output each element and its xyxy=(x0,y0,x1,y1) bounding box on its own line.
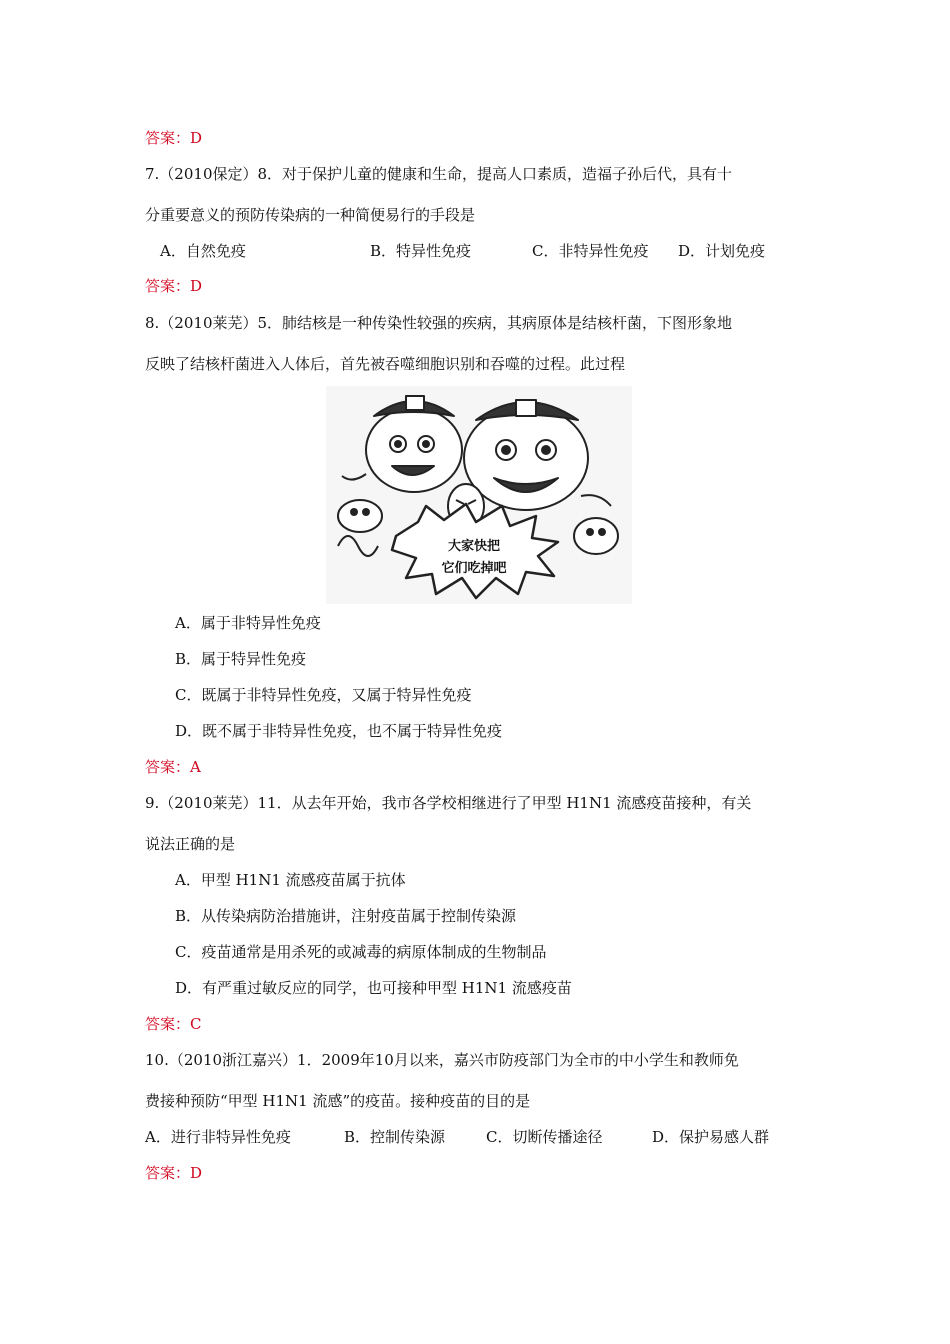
q7-stem-line1: 7.（2010保定）8．对于保护儿童的健康和生命，提高人口素质，造福子孙后代，具有十 xyxy=(145,165,733,183)
q9-option-b: B．从传染病防治措施讲，注射疫苗属于控制传染源 xyxy=(175,907,517,925)
q9-option-c: C．疫苗通常是用杀死的或减毒的病原体制成的生物制品 xyxy=(175,943,547,961)
q10-answer: 答案：D xyxy=(145,1164,203,1182)
q8-option-c: C．既属于非特异性免疫，又属于特异性免疫 xyxy=(175,686,472,704)
q7-stem-line2: 分重要意义的预防传染病的一种简便易行的手段是 xyxy=(145,206,476,224)
q7-options xyxy=(0,241,950,261)
figure-caption-line2: 它们吃掉吧 xyxy=(441,561,507,576)
q7-option-c: C．非特异性免疫 xyxy=(532,242,649,260)
q7-option-a: A．自然免疫 xyxy=(160,242,246,260)
q10-options xyxy=(0,1127,950,1147)
figure-caption-line1: 大家快把 xyxy=(447,539,501,554)
q7-option-d: D．计划免疫 xyxy=(678,242,766,260)
q10-option-c: C．切断传播途径 xyxy=(486,1128,603,1146)
q10-stem-line1: 10.（2010浙江嘉兴）1．2009年10月以来，嘉兴市防疫部门为全市的中小学生和教师免 xyxy=(145,1051,739,1069)
q9-answer: 答案：C xyxy=(145,1015,202,1033)
q9-option-a: A．甲型 H1N1 流感疫苗属于抗体 xyxy=(175,871,406,889)
q9-stem-line1: 9.（2010莱芜）11．从去年开始，我市各学校相继进行了甲型 H1N1 流感疫苗接种，有关 xyxy=(145,794,752,812)
q10-option-b: B．控制传染源 xyxy=(344,1128,446,1146)
q8-option-b: B．属于特异性免疫 xyxy=(175,650,307,668)
q9-stem-line2: 说法正确的是 xyxy=(145,835,236,853)
q9-option-d: D．有严重过敏反应的同学，也可接种甲型 H1N1 流感疫苗 xyxy=(175,979,572,997)
q7-answer: 答案：D xyxy=(145,277,203,295)
q8-stem-line2: 反映了结核杆菌进入人体后，首先被吞噬细胞识别和吞噬的过程。此过程 xyxy=(145,355,626,373)
q7-option-b: B．特异性免疫 xyxy=(370,242,472,260)
q8-option-d: D．既不属于非特异性免疫，也不属于特异性免疫 xyxy=(175,722,503,740)
q6-answer: 答案：D xyxy=(145,129,203,147)
q10-option-a: A．进行非特异性免疫 xyxy=(145,1128,291,1146)
q8-answer: 答案：A xyxy=(145,758,201,776)
phagocyte-cartoon-figure xyxy=(326,386,632,604)
q8-option-a: A．属于非特异性免疫 xyxy=(175,614,321,632)
q8-stem-line1: 8.（2010莱芜）5．肺结核是一种传染性较强的疾病，其病原体是结核杆菌，下图形象地 xyxy=(145,314,733,332)
q10-option-d: D．保护易感人群 xyxy=(652,1128,770,1146)
q10-stem-line2: 费接种预防“甲型 H1N1 流感”的疫苗。接种疫苗的目的是 xyxy=(145,1092,531,1110)
